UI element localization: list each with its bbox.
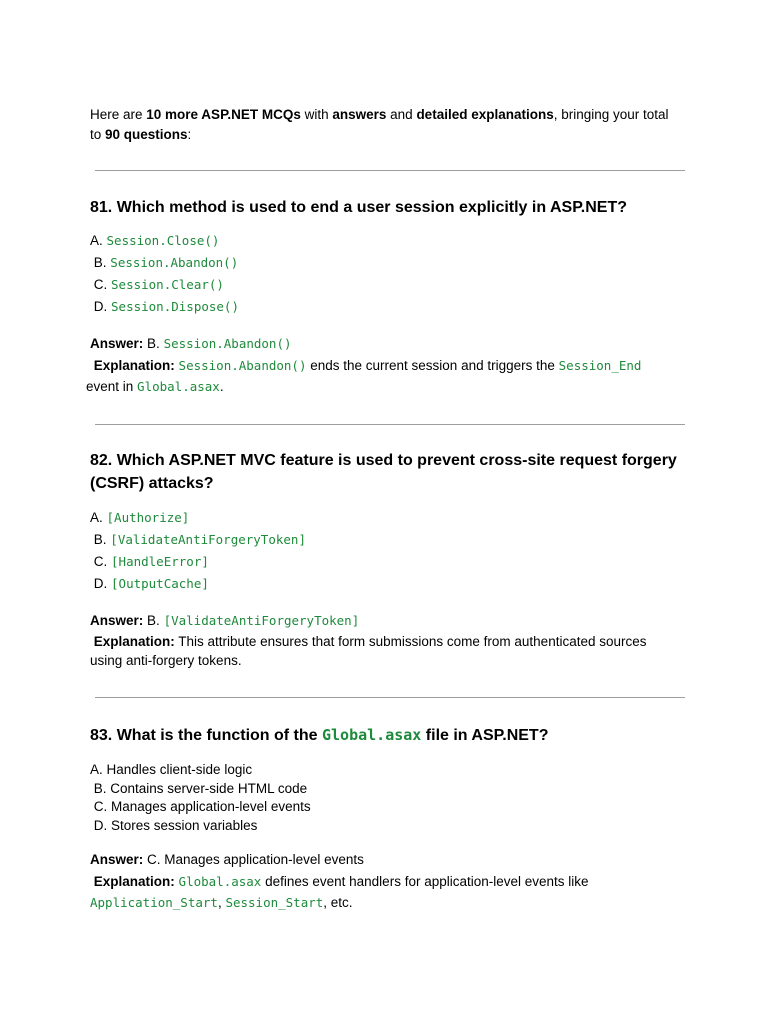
answer-letter: B.: [147, 613, 160, 628]
explanation: [90, 632, 680, 670]
option-b: [90, 529, 680, 551]
question-title-text: 83. What is the function of the: [90, 727, 322, 744]
explanation-code: Session.Abandon(): [178, 358, 307, 373]
option-c: [90, 798, 680, 817]
option-letter: B.: [93, 532, 107, 547]
divider: [95, 424, 685, 425]
option-b: [90, 780, 680, 799]
intro-text: , bringing your total to: [90, 107, 669, 142]
intro-bold: 90 questions: [105, 127, 188, 142]
option-c: [90, 551, 680, 573]
divider: [95, 697, 685, 698]
explanation-code: Session_Start: [225, 895, 324, 910]
explanation-label: Explanation:: [93, 634, 175, 649]
answer-line: [90, 333, 680, 355]
explanation-text: This attribute ensures that form submissions come from authenticated sources using anti-forgery tokens.: [90, 634, 647, 668]
option-d: [90, 817, 680, 836]
explanation-code: Global.asax: [178, 874, 262, 889]
option-a: A. Handles client-side logic: [90, 762, 253, 777]
option-letter: B.: [93, 255, 107, 270]
option-text: D. Stores session variables: [93, 817, 258, 833]
option-code: [Authorize]: [106, 510, 190, 525]
option-code: Session.Abandon(): [110, 255, 239, 270]
explanation-label: Explanation:: [93, 874, 175, 889]
question-title: 82. Which ASP.NET MVC feature is used to prevent cross-site request forgery (CSRF) attacks?: [90, 452, 677, 492]
options-list: [90, 761, 680, 835]
explanation-label: Explanation:: [93, 358, 175, 373]
question-title: 81. Which method is used to end a user session explicitly in ASP.NET?: [90, 199, 628, 216]
option-code: Session.Close(): [106, 233, 220, 248]
explanation-text: .: [219, 379, 224, 394]
option-text: B. Contains server-side HTML code: [93, 780, 308, 796]
question-81: [86, 196, 680, 397]
answer-code: [ValidateAntiForgeryToken]: [163, 613, 360, 628]
option-letter: A.: [90, 510, 103, 525]
intro-bold: detailed explanations: [416, 107, 554, 122]
option-letter: D.: [93, 576, 108, 591]
question-82: [90, 449, 680, 670]
intro-bold: answers: [332, 107, 387, 122]
option-c: [90, 274, 680, 296]
explanation-code: Session_End: [558, 358, 642, 373]
answer-label: Answer:: [90, 613, 144, 628]
option-letter: C.: [93, 277, 108, 292]
answer-label: Answer:: [90, 336, 144, 351]
explanation-text: , etc.: [323, 895, 353, 910]
option-code: Session.Dispose(): [111, 299, 239, 314]
intro-text: and: [386, 107, 417, 122]
answer-label: Answer:: [90, 852, 144, 867]
option-d: [90, 573, 680, 595]
intro-text: :: [187, 127, 192, 142]
option-b: [90, 252, 680, 274]
divider: [95, 170, 685, 171]
explanation-text: defines event handlers for application-level events like: [261, 874, 589, 889]
question-83: [90, 724, 680, 913]
answer-letter: B.: [147, 336, 160, 351]
explanation-code: Application_Start: [90, 895, 218, 910]
explanation: [86, 355, 680, 397]
intro-text: Here are: [90, 107, 147, 122]
option-a: [90, 507, 680, 529]
question-title-code: Global.asax: [322, 726, 422, 744]
explanation-text: ,: [217, 895, 226, 910]
option-letter: A.: [90, 233, 103, 248]
option-letter: C.: [93, 554, 108, 569]
option-d: [90, 296, 680, 318]
option-letter: D.: [93, 299, 108, 314]
option-code: [OutputCache]: [111, 576, 209, 591]
option-code: Session.Clear(): [111, 277, 224, 292]
option-code: [ValidateAntiForgeryToken]: [110, 532, 306, 547]
options-list: [90, 230, 680, 318]
answer-line: [90, 849, 680, 871]
answer-line: [90, 610, 680, 632]
question-title: [90, 724, 680, 747]
question-title-text: file in ASP.NET?: [421, 727, 549, 744]
intro-bold: 10 more ASP.NET MCQs: [146, 107, 301, 122]
answer-text: C. Manages application-level events: [143, 852, 364, 867]
option-a: [90, 230, 680, 252]
option-text: C. Manages application-level events: [93, 799, 311, 814]
explanation-text: ends the current session and triggers the: [306, 358, 559, 373]
answer-code: Session.Abandon(): [163, 336, 292, 351]
intro-text: with: [300, 107, 333, 122]
explanation-code: Global.asax: [137, 379, 220, 394]
explanation: [90, 871, 680, 913]
intro-paragraph: [90, 105, 680, 145]
option-code: [HandleError]: [111, 554, 209, 569]
options-list: [90, 507, 680, 595]
document-body: [86, 105, 680, 913]
explanation-text: event in: [86, 379, 138, 394]
